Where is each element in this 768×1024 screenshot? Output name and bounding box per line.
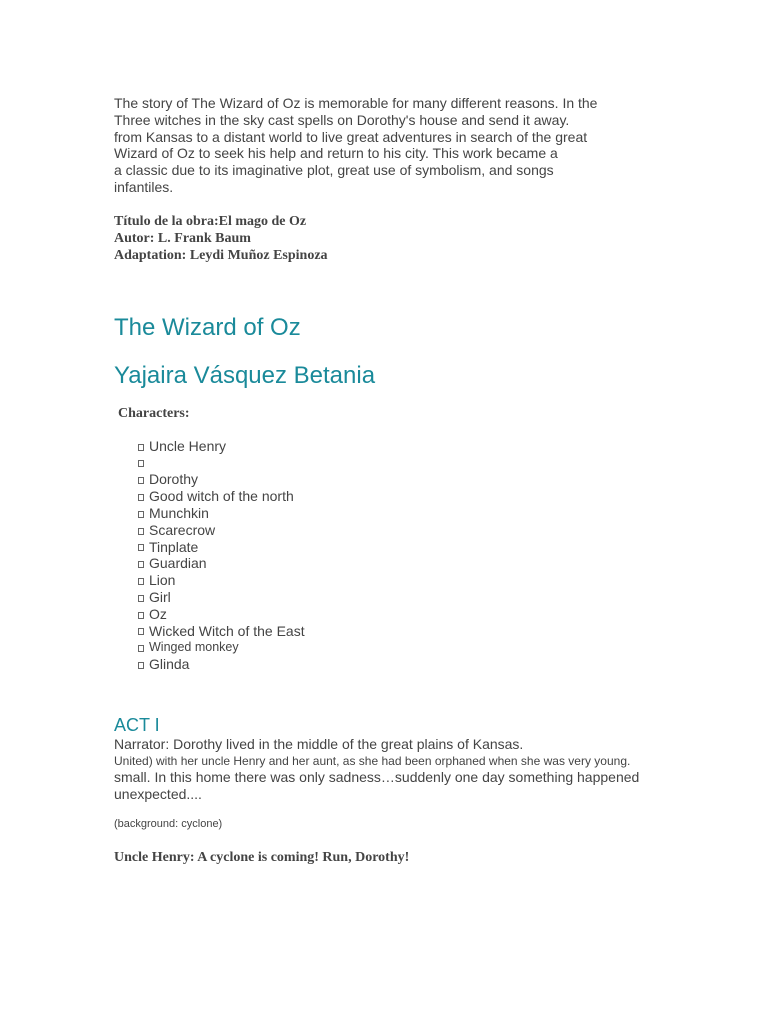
list-item — [138, 539, 674, 556]
narration-line: United) with her uncle Henry and her aunt, as she had been orphaned when she was very young. — [114, 753, 631, 768]
character-name: Uncle Henry — [149, 437, 227, 454]
character-name: Lion — [149, 572, 176, 589]
character-name: Winged monkey — [149, 640, 239, 655]
intro-line: Three witches in the sky cast spells on Dorothy's house and send it away. — [114, 111, 570, 128]
list-item — [138, 623, 674, 640]
list-item — [138, 606, 674, 623]
work-metadata — [114, 213, 674, 264]
character-name: Guardian — [149, 555, 207, 572]
bullet-icon — [138, 528, 144, 535]
bullet-icon — [138, 645, 144, 652]
bullet-icon — [138, 544, 144, 551]
character-name: Oz — [149, 605, 167, 622]
character-name: Wicked Witch of the East — [149, 622, 305, 639]
page-subtitle: Yajaira Vásquez Betania — [114, 361, 376, 389]
character-name: Glinda — [149, 656, 190, 673]
characters-list — [138, 438, 674, 673]
characters-label: Characters: — [118, 405, 190, 421]
intro-line: The story of The Wizard of Oz is memorable for many different reasons. In the — [114, 95, 598, 111]
list-item — [138, 555, 674, 572]
bullet-icon — [138, 494, 144, 501]
list-item — [138, 639, 674, 656]
character-name: Scarecrow — [149, 521, 216, 538]
character-name: Tinplate — [149, 538, 199, 555]
list-item — [138, 522, 674, 539]
bullet-icon — [138, 561, 144, 568]
bullet-icon — [138, 578, 144, 585]
list-item — [138, 488, 674, 505]
intro-line: infantiles. — [114, 178, 174, 195]
adaptation-line: Adaptation: Leydi Muñoz Espinoza — [114, 247, 328, 263]
dialogue-line: Uncle Henry: A cyclone is coming! Run, Dorothy! — [114, 849, 410, 865]
bullet-icon — [138, 628, 144, 635]
character-name: Munchkin — [149, 504, 209, 521]
list-item — [138, 455, 674, 472]
intro-line: a classic due to its imaginative plot, great use of symbolism, and songs — [114, 162, 554, 179]
act-heading: ACT I — [114, 714, 160, 735]
intro-line: from Kansas to a distant world to live great adventures in search of the great — [114, 128, 588, 145]
work-title-line: Título de la obra:El mago de Oz — [114, 213, 307, 229]
stage-direction: (background: cyclone) — [114, 817, 223, 830]
act-narration — [114, 736, 674, 803]
bullet-icon — [138, 662, 144, 669]
list-item — [138, 505, 674, 522]
bullet-icon — [138, 444, 144, 451]
bullet-icon — [138, 595, 144, 602]
bullet-icon — [138, 511, 144, 518]
list-item — [138, 656, 674, 673]
list-item — [138, 471, 674, 488]
narration-line: Narrator: Dorothy lived in the middle of the great plains of Kansas. — [114, 735, 524, 752]
bullet-icon — [138, 460, 144, 467]
character-name: Girl — [149, 588, 171, 605]
list-item — [138, 572, 674, 589]
document-page — [114, 95, 674, 866]
bullet-icon — [138, 612, 144, 619]
character-name: Good witch of the north — [149, 488, 294, 505]
page-title: The Wizard of Oz — [114, 313, 301, 341]
list-item — [138, 589, 674, 606]
author-line: Autor: L. Frank Baum — [114, 230, 251, 246]
list-item — [138, 438, 674, 455]
character-name: Dorothy — [149, 471, 199, 488]
narration-line: unexpected.... — [114, 785, 202, 802]
intro-line: Wizard of Oz to seek his help and return to his city. This work became a — [114, 145, 558, 162]
intro-paragraph — [114, 95, 674, 196]
narration-line: small. In this home there was only sadness…suddenly one day something happened — [114, 768, 640, 785]
bullet-icon — [138, 477, 144, 484]
